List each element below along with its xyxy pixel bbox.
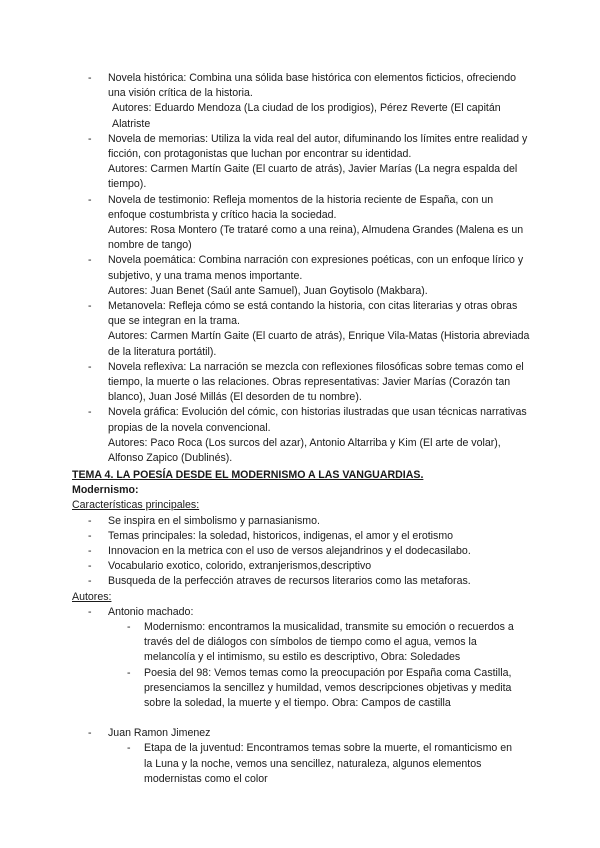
list-item: - Vocabulario exotico, colorido, extranjerismos,descriptivo [88,560,372,573]
list-item: - Se inspira en el simbolismo y parnasianismo. [88,514,320,527]
author-machado: - Antonio machado: [88,605,194,618]
list-item: - Innovacion en la metrica con el uso de versos alejandrinos y el dodecasilabo. [88,545,471,558]
list-item: - Novela histórica: Combina una sólida base histórica con elementos ficticios, ofreciendo una visión crítica de la historia. Autores: Eduardo Mendoza (La ciudad de los prodigios), Pérez Reverte (El capitán Alatriste [88,72,517,130]
list-item: - Etapa de la juventud: Encontramos temas sobre la muerte, el romanticismo en la Luna y la noche, vemos una sencillez, naturaleza, algunos elementos modernistas como el color [127,742,513,785]
tema-section [0,468,600,787]
list-item: - Poesia del 98: Vemos temas como la preocupación por España coma Castilla, presenciamos la sencillez y humildad, vemos descripciones objetivas y medita sobre la soledad, la muerte y el tiempo. Obra: Campos de castilla [127,666,512,710]
modernismo-title: Modernismo: [72,484,139,497]
caracteristicas-label: Características principales: [72,499,200,512]
list-item: - Busqueda de la perfección atraves de recursos literarios como las metaforas. [88,575,471,588]
list-item: - Temas principales: la soledad, historicos, indigenas, el amor y el erotismo [88,529,454,542]
list-item: - Novela poemática: Combina narración con expresiones poéticas, con un enfoque lírico y subjetivo, y una trama menos importante. Autores: Juan Benet (Saúl ante Samuel), Juan Goytisolo (Makbara). [88,254,524,297]
list-item: - Novela reflexiva: La narración se mezcla con reflexiones filosóficas sobre temas como el tiempo, la muerte o las relaciones. Obras representativas: Javier Marías (Corazón tan blanco), Juan José Millás (El desorden de tu nombre). [88,360,524,404]
autores-label: Autores: [72,590,112,603]
list-item: - Novela gráfica: Evolución del cómic, con historias ilustradas que usan técnicas narrativas propias de la novela convencional. Autores: Paco Roca (Los surcos del azar), Antonio Altarriba y Kim (El arte de volar), Alfonso Zapico (Dublinés). [88,406,527,465]
list-item: - Novela de testimonio: Refleja momentos de la historia reciente de España, con un enfoque costumbrista y crítico hacia la sociedad. Autores: Rosa Montero (Te trataré como a una reina), Almudena Grandes (Malena es un nombre de tango) [88,193,524,252]
list-item: - Metanovela: Refleja cómo se está contando la historia, con citas literarias y otras obras que se integran en la trama. Autores: Carmen Martín Gaite (El cuarto de atrás), Enrique Vila-Matas (Historia abreviada de la literatura portátil). [88,300,530,358]
novel-list [0,71,600,466]
section-title: TEMA 4. LA POESÍA DESDE EL MODERNISMO A LAS VANGUARDIAS. [72,469,424,481]
list-item: - Novela de memorias: Utiliza la vida real del autor, difuminando los límites entre realidad y ficción, con protagonistas que luchan por encontrar su identidad. Autores: Carmen Martín Gaite (El cuarto de atrás), Javier Marías (La negra espalda del tiempo). [88,132,528,191]
list-item: - Modernismo: encontramos la musicalidad, transmite su emoción o recuerdos a través del de diálogos con símbolos de tiempo como el agua, vemos la melancolía y el intimismo, su estilo es descriptivo, Obra: Soledades [127,621,514,664]
spacer [0,711,600,726]
author-jimenez: - Juan Ramon Jimenez [88,727,211,740]
